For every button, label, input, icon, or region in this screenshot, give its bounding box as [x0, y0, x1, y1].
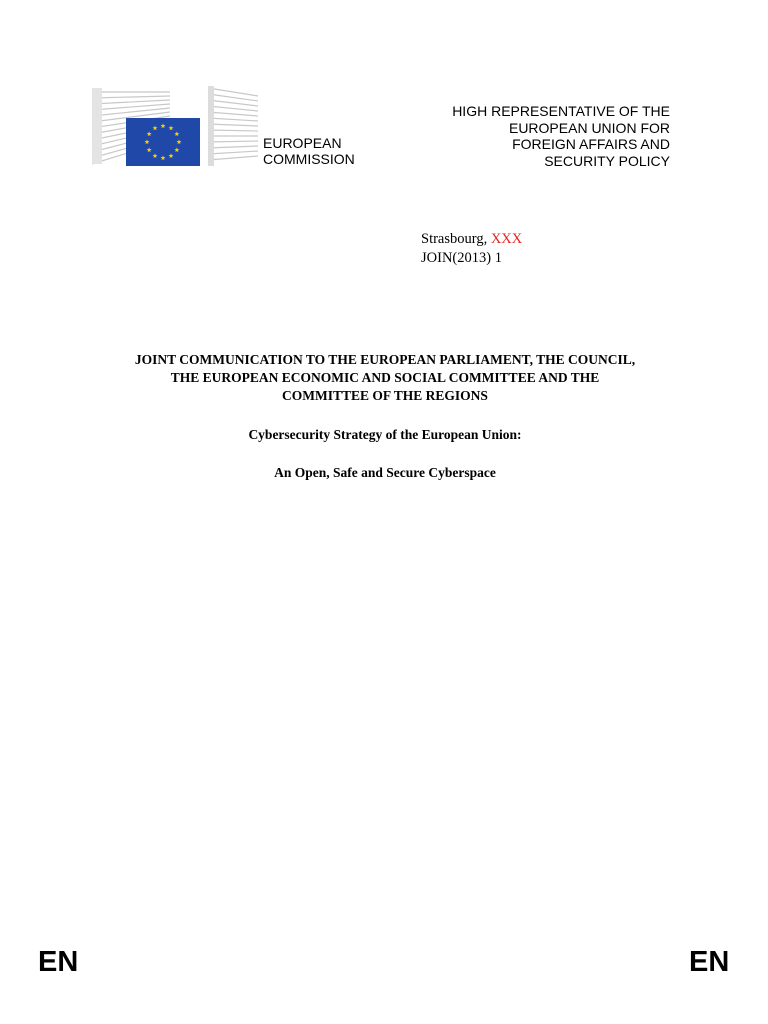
- place-text: Strasbourg,: [421, 231, 488, 247]
- place-date-line: [421, 230, 522, 249]
- berlaymont-building-icon: [90, 86, 260, 166]
- commission-name-line: COMMISSION: [263, 151, 355, 167]
- document-title: [60, 351, 710, 405]
- high-rep-line: HIGH REPRESENTATIVE OF THE: [452, 103, 670, 119]
- high-rep-line: SECURITY POLICY: [544, 152, 670, 169]
- language-code-left: EN: [38, 946, 79, 978]
- document-subtitle-2: An Open, Safe and Secure Cyberspace: [274, 465, 496, 480]
- title-line: THE EUROPEAN ECONOMIC AND SOCIAL COMMITTEE AND THE: [170, 370, 600, 385]
- language-code-right: EN: [689, 946, 730, 978]
- high-rep-line: EUROPEAN UNION FOR: [508, 119, 670, 136]
- document-subtitle: Cybersecurity Strategy of the European Union:: [248, 427, 522, 442]
- commission-name: [263, 135, 355, 167]
- european-commission-logo: [90, 86, 260, 166]
- high-rep-line: FOREIGN AFFAIRS AND: [512, 136, 670, 152]
- high-representative-heading: [452, 103, 670, 169]
- reference-number: JOIN(2013) 1: [421, 250, 502, 266]
- document-meta: [421, 230, 522, 268]
- title-line: COMMITTEE OF THE REGIONS: [282, 388, 488, 403]
- date-placeholder: XXX: [490, 231, 523, 247]
- commission-name-line: EUROPEAN: [263, 135, 342, 151]
- title-line: JOINT COMMUNICATION TO THE EUROPEAN PARLIAMENT, THE COUNCIL,: [134, 352, 636, 367]
